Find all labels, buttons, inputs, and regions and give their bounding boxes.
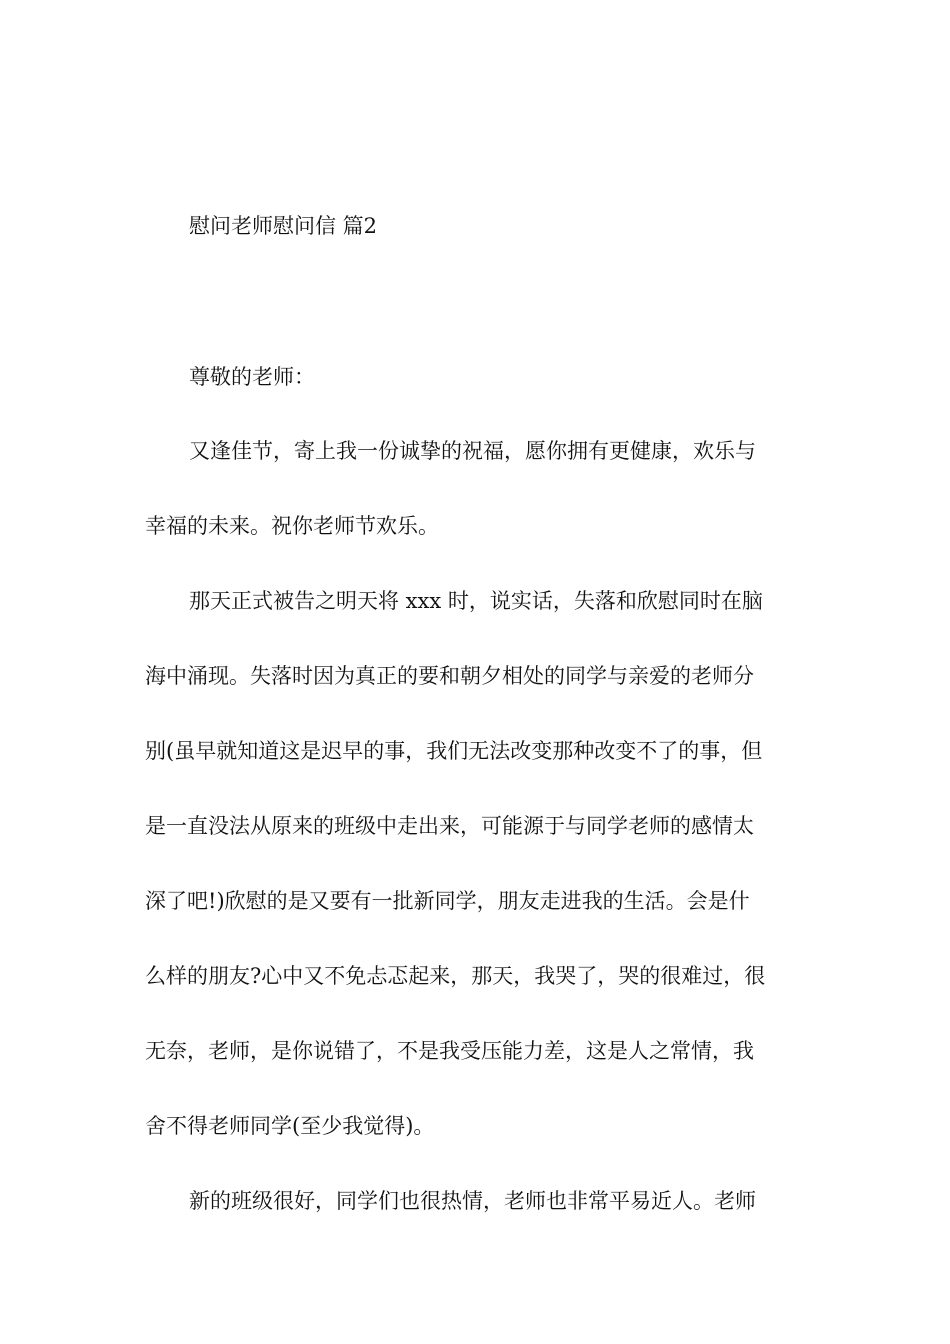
paragraph-line: 是一直没法从原来的班级中走出来，可能源于与同学老师的感情太 (145, 814, 754, 838)
paragraph-line: 那天正式被告之明天将 xxx 时，说实话，失落和欣慰同时在脑 (189, 589, 763, 613)
document-heading: 慰问老师慰问信 篇2 (189, 214, 378, 238)
paragraph-line: 无奈，老师，是你说错了，不是我受压能力差，这是人之常情，我 (145, 1039, 754, 1063)
salutation: 尊敬的老师： (189, 365, 315, 389)
paragraph-line: 幸福的未来。祝你老师节欢乐。 (145, 514, 439, 538)
paragraph-line: 么样的朋友?心中又不免忐忑起来，那天，我哭了，哭的很难过，很 (145, 964, 766, 988)
paragraph-line: 新的班级很好，同学们也很热情，老师也非常平易近人。老师 (189, 1189, 756, 1213)
paragraph-line: 海中涌现。失落时因为真正的要和朝夕相处的同学与亲爱的老师分 (145, 664, 754, 688)
paragraph-line: 别(虽早就知道这是迟早的事，我们无法改变那种改变不了的事，但 (145, 739, 763, 763)
paragraph-line: 深了吧!)欣慰的是又要有一批新同学，朋友走进我的生活。会是什 (145, 889, 750, 913)
paragraph-line: 又逢佳节，寄上我一份诚挚的祝福，愿你拥有更健康，欢乐与 (189, 439, 756, 463)
paragraph-line: 舍不得老师同学(至少我觉得)。 (145, 1114, 435, 1138)
